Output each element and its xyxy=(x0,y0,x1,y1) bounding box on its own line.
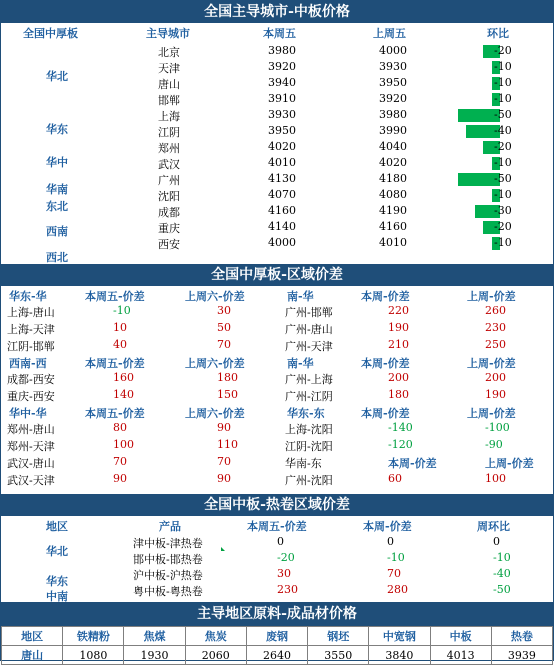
this-friday-price: 4130 xyxy=(268,172,296,185)
spread-cell: 90 xyxy=(217,421,231,434)
change-value: -10 xyxy=(494,156,512,169)
city-name: 唐山 xyxy=(158,78,180,91)
last-friday-price: 3930 xyxy=(379,60,407,73)
material-header: 中板 xyxy=(430,627,491,646)
material-header: 热卷 xyxy=(491,627,552,646)
spread-cell: 190 xyxy=(388,321,409,334)
s1-header-city: 主导城市 xyxy=(146,27,190,40)
spread-header: 上周-价差 xyxy=(467,357,516,370)
region-label: 西北 xyxy=(46,251,68,264)
change-value: -20 xyxy=(494,140,512,153)
product-pair: 邯中板-邯热卷 xyxy=(133,553,203,566)
spread-cell: 100 xyxy=(113,438,134,451)
region-label: 华北 xyxy=(46,545,68,558)
region-label: 华东 xyxy=(46,575,68,588)
spread-cell: 武汉-天津 xyxy=(7,474,55,487)
material-header: 钢坯 xyxy=(308,627,369,646)
material-price: 1080 xyxy=(63,646,124,665)
region-label: 华南 xyxy=(46,183,68,196)
this-friday-price: 3950 xyxy=(268,124,296,137)
spread-header: 上周-价差 xyxy=(467,290,516,303)
s3-header-product: 产品 xyxy=(159,520,181,533)
change-value: -10 xyxy=(494,236,512,249)
spread-cell: 70 xyxy=(113,455,127,468)
this-friday-price: 3910 xyxy=(268,92,296,105)
spread-header: 本周-价差 xyxy=(361,290,410,303)
spread-header: 西南-西 xyxy=(9,357,47,370)
spread-cell: -100 xyxy=(485,421,510,434)
raw-material-price-table xyxy=(1,626,553,665)
s1-header-change: 环比 xyxy=(487,27,509,40)
this-friday-spread: -20 xyxy=(277,551,295,564)
change-value: -20 xyxy=(494,220,512,233)
spread-header: 上周六-价差 xyxy=(185,357,245,370)
last-friday-price: 4000 xyxy=(379,44,407,57)
material-price: 3550 xyxy=(308,646,369,665)
spread-header: 本周五-价差 xyxy=(85,407,145,420)
spread-cell: 广州-沈阳 xyxy=(285,474,333,487)
spread-cell: 70 xyxy=(217,338,231,351)
product-pair: 津中板-津热卷 xyxy=(133,537,203,550)
material-price: 4013 xyxy=(430,646,491,665)
this-friday-price: 4010 xyxy=(268,156,296,169)
last-friday-price: 3990 xyxy=(379,124,407,137)
s3-header-this-friday: 本周五-价差 xyxy=(247,520,307,533)
s1-header-last-friday: 上周五 xyxy=(373,27,406,40)
spread-cell: 90 xyxy=(217,472,231,485)
this-friday-spread: 0 xyxy=(277,535,284,548)
change-value: -50 xyxy=(494,108,512,121)
spread-cell: 本周-价差 xyxy=(388,457,437,470)
city-name: 重庆 xyxy=(158,222,180,235)
change-value: -10 xyxy=(494,60,512,73)
s1-header-region: 全国中厚板 xyxy=(23,27,78,40)
material-price: 2640 xyxy=(246,646,307,665)
spread-header: 上周-价差 xyxy=(467,407,516,420)
wow-change: -40 xyxy=(493,567,511,580)
spread-header: 华中-华 xyxy=(9,407,47,420)
spread-cell: 郑州-唐山 xyxy=(7,423,55,436)
city-name: 上海 xyxy=(158,110,180,123)
region-label: 华东 xyxy=(46,123,68,136)
change-value: -50 xyxy=(494,172,512,185)
spread-cell: 30 xyxy=(217,304,231,317)
spread-cell: 重庆-西安 xyxy=(7,390,55,403)
city-name: 沈阳 xyxy=(158,190,180,203)
this-week-spread: 70 xyxy=(387,567,401,580)
spread-header: 华东-东 xyxy=(287,407,325,420)
this-friday-spread: 230 xyxy=(277,583,298,596)
this-friday-price: 3940 xyxy=(268,76,296,89)
this-friday-price: 3980 xyxy=(268,44,296,57)
material-header: 废钢 xyxy=(246,627,307,646)
city-name: 邯郸 xyxy=(158,94,180,107)
spread-cell: 武汉-唐山 xyxy=(7,457,55,470)
material-header: 铁精粉 xyxy=(63,627,124,646)
section2-title: 全国中厚板-区域价差 xyxy=(1,264,553,286)
spread-header: 本周五-价差 xyxy=(85,357,145,370)
region-label: 华中 xyxy=(46,156,68,169)
this-friday-price: 3930 xyxy=(268,108,296,121)
last-friday-price: 4190 xyxy=(379,204,407,217)
this-friday-price: 4140 xyxy=(268,220,296,233)
material-price: 1930 xyxy=(124,646,185,665)
city-name: 西安 xyxy=(158,238,180,251)
spread-cell: 210 xyxy=(388,338,409,351)
comment-marker-icon xyxy=(221,547,225,551)
product-pair: 沪中板-沪热卷 xyxy=(133,569,203,582)
city-name: 成都 xyxy=(158,206,180,219)
this-week-spread: 0 xyxy=(387,535,394,548)
section1-title: 全国主导城市-中板价格 xyxy=(1,1,553,23)
last-friday-price: 4160 xyxy=(379,220,407,233)
change-value: -20 xyxy=(494,44,512,57)
this-friday-price: 3920 xyxy=(268,60,296,73)
spread-cell: 上海-天津 xyxy=(7,323,55,336)
change-value: -10 xyxy=(494,92,512,105)
spread-header: 本周-价差 xyxy=(361,407,410,420)
last-friday-price: 3920 xyxy=(379,92,407,105)
spread-cell: 江阴-沈阳 xyxy=(285,440,333,453)
material-price: 3840 xyxy=(369,646,430,665)
spread-cell: 上周-价差 xyxy=(485,457,534,470)
region-label: 华北 xyxy=(46,70,68,83)
spread-cell: 广州-邯郸 xyxy=(285,306,333,319)
spread-cell: 250 xyxy=(485,338,506,351)
spread-cell: -90 xyxy=(485,438,503,451)
plate-coil-spread-table xyxy=(1,516,553,603)
last-friday-price: 4040 xyxy=(379,140,407,153)
spread-cell: 上海-沈阳 xyxy=(285,423,333,436)
section3-title: 全国中板-热卷区域价差 xyxy=(1,494,553,516)
spread-cell: 70 xyxy=(217,455,231,468)
spread-cell: 180 xyxy=(217,371,238,384)
this-week-spread: -10 xyxy=(387,551,405,564)
change-value: -10 xyxy=(494,188,512,201)
material-header: 地区 xyxy=(2,627,63,646)
this-friday-price: 4070 xyxy=(268,188,296,201)
material-price: 唐山 xyxy=(2,646,63,665)
spread-header: 本周五-价差 xyxy=(85,290,145,303)
this-friday-price: 4160 xyxy=(268,204,296,217)
spread-cell: 160 xyxy=(113,371,134,384)
wow-change: 0 xyxy=(493,535,500,548)
spread-header: 上周六-价差 xyxy=(185,407,245,420)
spread-cell: 230 xyxy=(485,321,506,334)
last-friday-price: 4010 xyxy=(379,236,407,249)
spread-cell: 广州-上海 xyxy=(285,373,333,386)
spread-cell: 190 xyxy=(485,388,506,401)
spread-cell: 广州-唐山 xyxy=(285,323,333,336)
spread-cell: -140 xyxy=(388,421,413,434)
last-friday-price: 4020 xyxy=(379,156,407,169)
wow-change: -10 xyxy=(493,551,511,564)
region-label: 东北 xyxy=(46,200,68,213)
last-friday-price: 4180 xyxy=(379,172,407,185)
spread-cell: 广州-江阴 xyxy=(285,390,333,403)
spread-cell: 90 xyxy=(113,472,127,485)
s3-header-region: 地区 xyxy=(46,520,68,533)
spread-cell: -10 xyxy=(113,304,131,317)
spread-cell: 200 xyxy=(485,371,506,384)
city-name: 江阴 xyxy=(158,126,180,139)
city-name: 广州 xyxy=(158,174,180,187)
change-value: -10 xyxy=(494,76,512,89)
material-price: 2060 xyxy=(185,646,246,665)
city-price-table xyxy=(1,23,553,263)
last-friday-price: 4080 xyxy=(379,188,407,201)
material-header: 焦煤 xyxy=(124,627,185,646)
s3-header-this-week: 本周-价差 xyxy=(363,520,412,533)
regional-spread-table xyxy=(1,286,553,494)
spread-cell: 江阴-邯郸 xyxy=(7,340,55,353)
this-friday-price: 4000 xyxy=(268,236,296,249)
material-header: 中宽钢 xyxy=(369,627,430,646)
s3-header-wow: 周环比 xyxy=(477,520,510,533)
product-pair: 粤中板-粤热卷 xyxy=(133,585,203,598)
spread-cell: 150 xyxy=(217,388,238,401)
material-price: 3939 xyxy=(491,646,552,665)
spread-cell: 140 xyxy=(113,388,134,401)
spread-cell: 220 xyxy=(388,304,409,317)
section4-title: 主导地区原料-成品材价格 xyxy=(1,602,553,626)
spread-cell: 80 xyxy=(113,421,127,434)
city-name: 武汉 xyxy=(158,158,180,171)
last-friday-price: 3950 xyxy=(379,76,407,89)
last-friday-price: 3980 xyxy=(379,108,407,121)
s1-header-this-friday: 本周五 xyxy=(263,27,296,40)
spread-header: 南-华 xyxy=(287,290,314,303)
this-friday-price: 4020 xyxy=(268,140,296,153)
spread-header: 南-华 xyxy=(287,357,314,370)
spread-cell: 110 xyxy=(217,438,238,451)
city-name: 天津 xyxy=(158,62,180,75)
this-week-spread: 280 xyxy=(387,583,408,596)
spread-header: 本周-价差 xyxy=(361,357,410,370)
spread-cell: -120 xyxy=(388,438,413,451)
spread-cell: 广州-天津 xyxy=(285,340,333,353)
spread-cell: 10 xyxy=(113,321,127,334)
material-header: 焦炭 xyxy=(185,627,246,646)
spread-cell: 成都-西安 xyxy=(7,373,55,386)
region-label: 西南 xyxy=(46,225,68,238)
spread-header: 上周六-价差 xyxy=(185,290,245,303)
spread-cell: 180 xyxy=(388,388,409,401)
spread-cell: 50 xyxy=(217,321,231,334)
city-name: 郑州 xyxy=(158,142,180,155)
wow-change: -50 xyxy=(493,583,511,596)
spread-cell: 100 xyxy=(485,472,506,485)
spread-cell: 郑州-天津 xyxy=(7,440,55,453)
spread-cell: 华南-东 xyxy=(285,457,322,470)
this-friday-spread: 30 xyxy=(277,567,291,580)
city-name: 北京 xyxy=(158,46,180,59)
spread-cell: 260 xyxy=(485,304,506,317)
region-label: 中南 xyxy=(46,590,68,603)
spread-header: 华东-华 xyxy=(9,290,47,303)
spread-cell: 200 xyxy=(388,371,409,384)
spread-cell: 60 xyxy=(388,472,402,485)
spread-cell: 上海-唐山 xyxy=(7,306,55,319)
spread-cell: 40 xyxy=(113,338,127,351)
change-value: -30 xyxy=(494,204,512,217)
change-value: -40 xyxy=(494,124,512,137)
